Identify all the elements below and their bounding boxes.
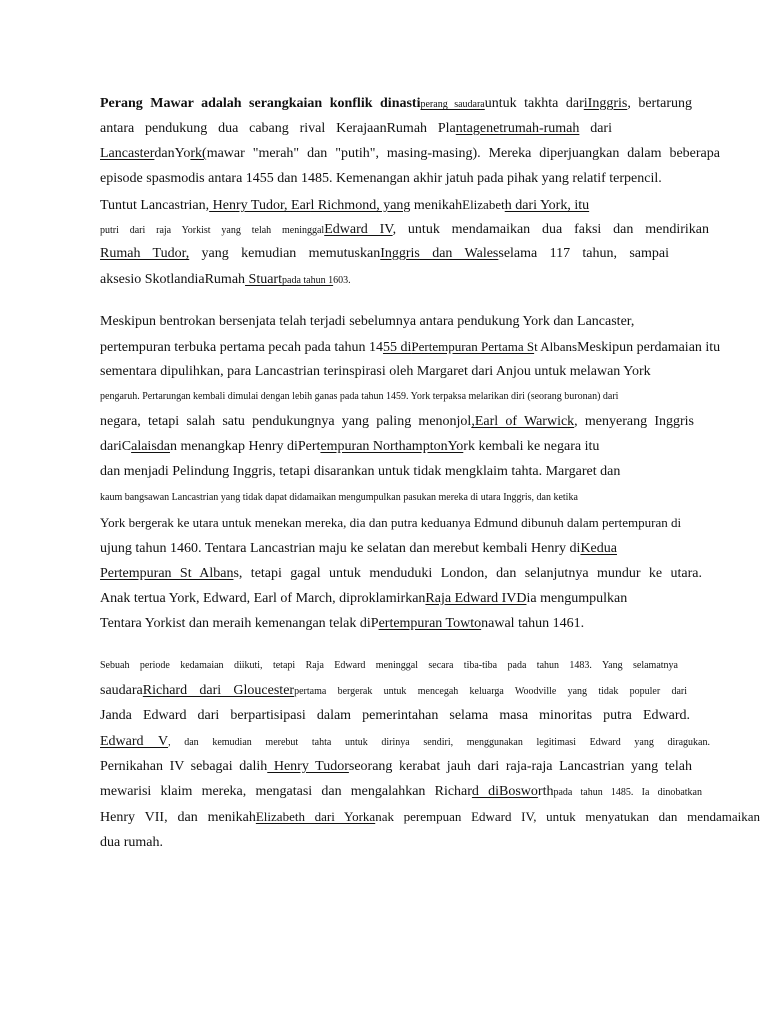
text-run: 603. <box>333 275 351 286</box>
text-run: Sebuah periode kedamaian diikuti, tetapi Raja Edward meninggal secara tiba-tiba pada tahun 1483. Yang selamatnya <box>100 660 678 671</box>
text-run: nak perempuan Edward IV, untuk menyatukan dan mendamaikan <box>375 809 760 824</box>
text-run: mewarisi klaim mereka, mengatasi dan mengalahkan Richar <box>100 784 472 799</box>
link-text[interactable]: Raja Edward IVD <box>425 591 527 606</box>
link-text[interactable]: h dari York, itu <box>504 198 590 213</box>
link-text[interactable]: Hen <box>209 198 236 213</box>
text-run: York bergerak ke utara untuk menekan mereka, dia dan putra keduanya Edmund dibunuh dalam pertempuran di <box>100 515 682 530</box>
text-run: , bertarung <box>627 96 692 111</box>
text-line <box>100 615 584 633</box>
text-run: Perang Mawar adalah serangkaian konflik dinasti <box>100 96 421 111</box>
link-text[interactable]: Pertempuran St Alban <box>100 566 234 581</box>
text-run: pertempuran terbuka pertama pecah pada tahun 14 <box>100 340 383 355</box>
link-text[interactable]: Kedua <box>580 541 617 556</box>
text-line <box>100 221 709 240</box>
link-text[interactable]: Edward IV <box>324 222 393 237</box>
link-text[interactable]: Richard dari Gloucester <box>142 683 295 698</box>
text-run: n menangkap Henry diPert <box>169 439 321 454</box>
link-text[interactable]: ntagenetrumah-rumah <box>455 121 580 136</box>
text-line <box>100 514 681 533</box>
text-line <box>100 834 163 852</box>
link-text[interactable]: perang saudara <box>420 99 485 110</box>
text-run: t Albans <box>534 339 578 354</box>
text-run: untuk takhta dar <box>484 96 584 111</box>
text-run: dariC <box>100 439 132 454</box>
link-text[interactable]: Rumah Tudor, <box>100 246 190 261</box>
text-run: saudara <box>100 683 143 698</box>
text-run: nawal tahun 1461. <box>481 616 585 631</box>
link-text[interactable]: Inggris dan Wales <box>380 246 499 261</box>
text-run: dari <box>579 121 612 136</box>
text-line <box>100 565 702 583</box>
text-line <box>100 338 720 357</box>
text-run: pertama bergerak untuk mencegah keluarga Woodville yang tidak populer dari <box>294 686 687 697</box>
link-text[interactable]: ry Tudor, Ear <box>235 198 311 213</box>
link-text[interactable]: alaisda <box>131 439 170 454</box>
link-text[interactable]: empuran NorthamptonYo <box>320 439 464 454</box>
text-run: sementara dipulihkan, para Lancastrian terinspirasi oleh Margaret dari Anjou untuk melawan York <box>100 364 651 379</box>
link-text[interactable]: l Richmond, yang <box>310 198 411 213</box>
text-run: putri dari raja Yorkist yang telah meninggal <box>100 225 325 236</box>
text-line <box>100 707 690 725</box>
text-line <box>100 363 651 381</box>
text-run: mawar "merah" dan "putih", masing-masing). Mereka diperjuangkan dalam beberapa <box>206 146 720 161</box>
text-run: dan menjadi Pelindung Inggris, tetapi disarankan untuk tidak mengklaim tahta. Margaret dan <box>100 464 621 479</box>
text-run: episode spasmodis antara 1455 dan 1485. Kemenangan akhir jatuh pada pihak yang relatif terpencil. <box>100 171 662 186</box>
link-text[interactable]: Stuart <box>245 272 282 287</box>
text-run: yang kemudian memutuskan <box>189 246 381 261</box>
link-text[interactable]: Elizabeth dari Yorka <box>255 809 376 824</box>
link-text[interactable]: 55 di <box>382 340 412 355</box>
text-line <box>100 170 662 188</box>
text-run: , dan kemudian merebut tahta untuk dirinya sendiri, menggunakan legitimasi Edward yang diragukan. <box>168 737 710 748</box>
text-run: Anak tertua York, Edward, Earl of March, diproklamirkan <box>100 591 426 606</box>
text-run: danYo <box>154 146 191 161</box>
text-line <box>100 733 710 752</box>
text-line <box>100 120 612 138</box>
text-run: antara pendukung dua cabang rival KerajaanRumah Pla <box>100 121 456 136</box>
text-run: dua rumah. <box>100 835 163 850</box>
text-run: Tuntut Lancastrian, <box>100 198 210 213</box>
link-text[interactable]: pada tahun 1 <box>282 275 334 286</box>
text-run: ia mengumpulkan <box>526 591 628 606</box>
link-text[interactable]: Henry Tudor <box>267 759 349 774</box>
text-line <box>100 758 692 776</box>
link-text[interactable]: Pertempuran Pertama S <box>411 339 535 354</box>
text-line <box>100 540 617 558</box>
link-text[interactable]: ,Earl of Warwick <box>471 414 575 429</box>
text-line <box>100 808 760 827</box>
text-run: menikah <box>410 198 463 213</box>
text-line <box>100 488 578 507</box>
text-run: seorang kerabat jauh dari raja-raja Lancastrian yang telah <box>348 759 692 774</box>
link-text[interactable]: Lancaster <box>100 146 155 161</box>
text-run: selama 117 tahun, sampai <box>498 246 670 261</box>
text-run: Elizabet <box>462 197 505 212</box>
text-line <box>100 783 702 802</box>
text-line <box>100 656 678 675</box>
text-line <box>100 271 351 290</box>
text-run: Tentara Yorkist dan meraih kemenangan telak diP <box>100 616 379 631</box>
text-run: , untuk mendamaikan dua faksi dan mendirikan <box>392 222 709 237</box>
text-run: s, tetapi gagal untuk menduduki London, dan selanjutnya mundur ke utara. <box>233 566 702 581</box>
text-line <box>100 95 692 114</box>
link-text[interactable]: iInggris <box>583 96 628 111</box>
text-line <box>100 463 620 481</box>
text-line <box>100 196 589 215</box>
text-line <box>100 387 618 406</box>
text-run: kaum bangsawan Lancastrian yang tidak dapat didamaikan mengumpulkan pasukan mereka di utara Inggris, dan ketika <box>100 492 578 503</box>
text-run: Janda Edward dari berpartisipasi dalam pemerintahan selama masa minoritas putra Edward. <box>100 708 690 723</box>
text-run: Meskipun bentrokan bersenjata telah terjadi sebelumnya antara pendukung York dan Lancaster, <box>100 314 635 329</box>
link-text[interactable]: Edward V <box>100 734 169 749</box>
text-run: rk kembali ke negara itu <box>463 439 600 454</box>
text-line <box>100 590 627 608</box>
text-line <box>100 313 634 331</box>
text-run: pada tahun 1485. Ia dinobatkan <box>553 787 702 798</box>
text-line <box>100 438 599 456</box>
text-line <box>100 682 687 701</box>
text-line <box>100 245 669 263</box>
link-text[interactable]: ertempuran Towto <box>378 616 482 631</box>
text-run: , menyerang Inggris <box>574 414 694 429</box>
text-run: Pernikahan IV sebagai dalih <box>100 759 268 774</box>
link-text[interactable]: d diBoswo <box>471 784 538 799</box>
text-run: Henry VII, dan menikah <box>100 810 256 825</box>
text-line <box>100 413 694 431</box>
text-run: aksesio SkotlandiaRumah <box>100 272 246 287</box>
text-run: pengaruh. Pertarungan kembali dimulai dengan lebih ganas pada tahun 1459. York terpaksa melarikan diri (seorang buronan) dari <box>100 391 619 402</box>
text-run: ujung tahun 1460. Tentara Lancastrian maju ke selatan dan merebut kembali Henry di <box>100 541 581 556</box>
text-line <box>100 145 720 163</box>
text-run: rth <box>537 784 554 799</box>
text-run: Meskipun perdamaian itu <box>577 340 721 355</box>
text-run: negara, tetapi salah satu pendukungnya yang paling menonjol <box>100 414 472 429</box>
link-text[interactable]: rk( <box>190 146 207 161</box>
